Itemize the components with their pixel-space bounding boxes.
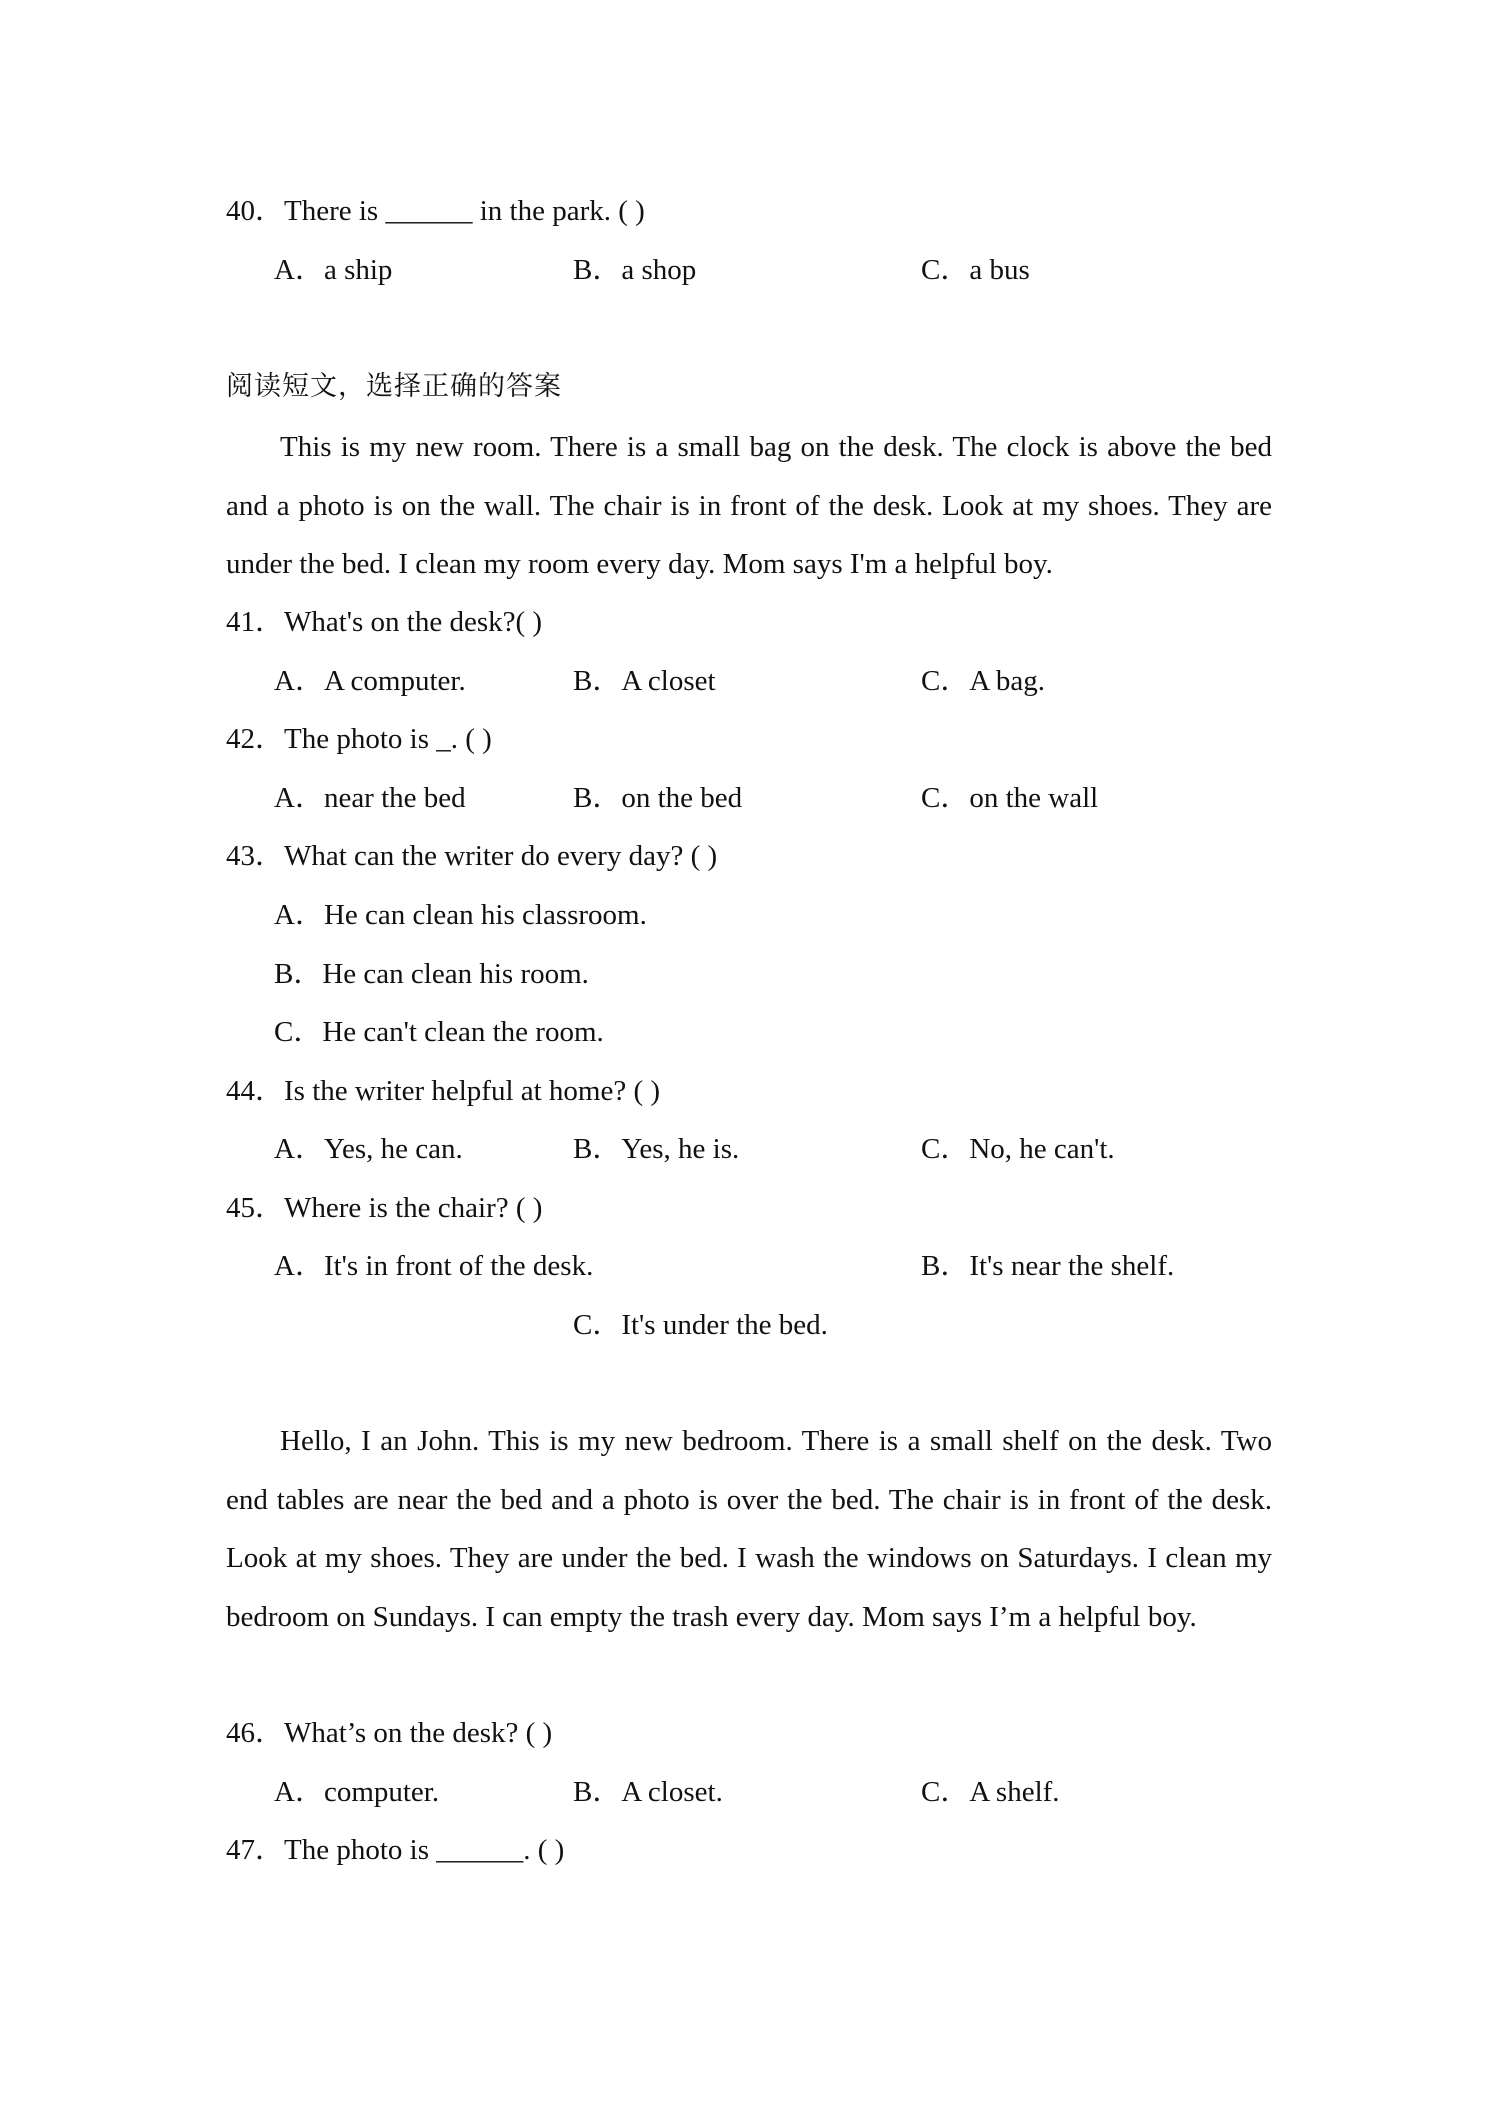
section-title: 阅读短文，选择正确的答案 <box>226 371 562 402</box>
question-40-stem: 40．There is ______ in the park. ( ) <box>226 195 645 227</box>
question-40-option-c: C．a bus <box>921 254 1030 286</box>
question-46-stem: 46．What’s on the desk? ( ) <box>226 1717 553 1749</box>
question-44-option-c: C．No, he can't. <box>921 1133 1115 1165</box>
question-42-option-c: C．on the wall <box>921 782 1099 814</box>
question-45-option-b: B．It's near the shelf. <box>921 1250 1175 1282</box>
question-44-option-a: A．Yes, he can. <box>274 1133 463 1165</box>
question-46-option-b: B．A closet. <box>573 1776 723 1808</box>
question-46-option-a: A．computer. <box>274 1776 440 1808</box>
question-43-option-b: B．He can clean his room. <box>274 958 589 990</box>
question-45-option-a: A．It's in front of the desk. <box>274 1250 594 1282</box>
reading-passage-2: Hello, I an John. This is my new bedroom. There is a small shelf on the desk. Two end tables are near the bed and a photo is over the bed. The chair is in front of the desk. Look at my shoes. They are under the bed. I wash the windows on Saturdays. I clean my bedroom on Sundays. I can empty the trash every day. Mom says I’m a helpful boy. <box>226 1425 1272 1633</box>
question-41-option-a: A．A computer. <box>274 665 466 697</box>
question-42-stem: 42．The photo is _. ( ) <box>226 723 492 755</box>
question-40-option-a: A．a ship <box>274 254 393 286</box>
question-47-stem: 47．The photo is ______. ( ) <box>226 1834 565 1866</box>
question-41-option-b: B．A closet <box>573 665 716 697</box>
question-41-option-c: C．A bag. <box>921 665 1046 697</box>
question-42-option-a: A．near the bed <box>274 782 466 814</box>
question-41-stem: 41．What's on the desk?( ) <box>226 606 543 638</box>
question-45-stem: 45．Where is the chair? ( ) <box>226 1192 543 1224</box>
question-42-option-b: B．on the bed <box>573 782 743 814</box>
question-43-option-a: A．He can clean his classroom. <box>274 899 647 931</box>
question-43-stem: 43．What can the writer do every day? ( ) <box>226 840 718 872</box>
reading-passage-1: This is my new room. There is a small bag on the desk. The clock is above the bed and a photo is on the wall. The chair is in front of the desk. Look at my shoes. They are under the bed. I clean my room every day. Mom says I'm a helpful boy. <box>226 431 1272 580</box>
question-44-stem: 44．Is the writer helpful at home? ( ) <box>226 1075 661 1107</box>
question-43-option-c: C．He can't clean the room. <box>274 1016 604 1048</box>
question-40-option-b: B．a shop <box>573 254 697 286</box>
question-44-option-b: B．Yes, he is. <box>573 1133 740 1165</box>
question-46-option-c: C．A shelf. <box>921 1776 1060 1808</box>
question-45-option-c: C．It's under the bed. <box>573 1309 828 1341</box>
